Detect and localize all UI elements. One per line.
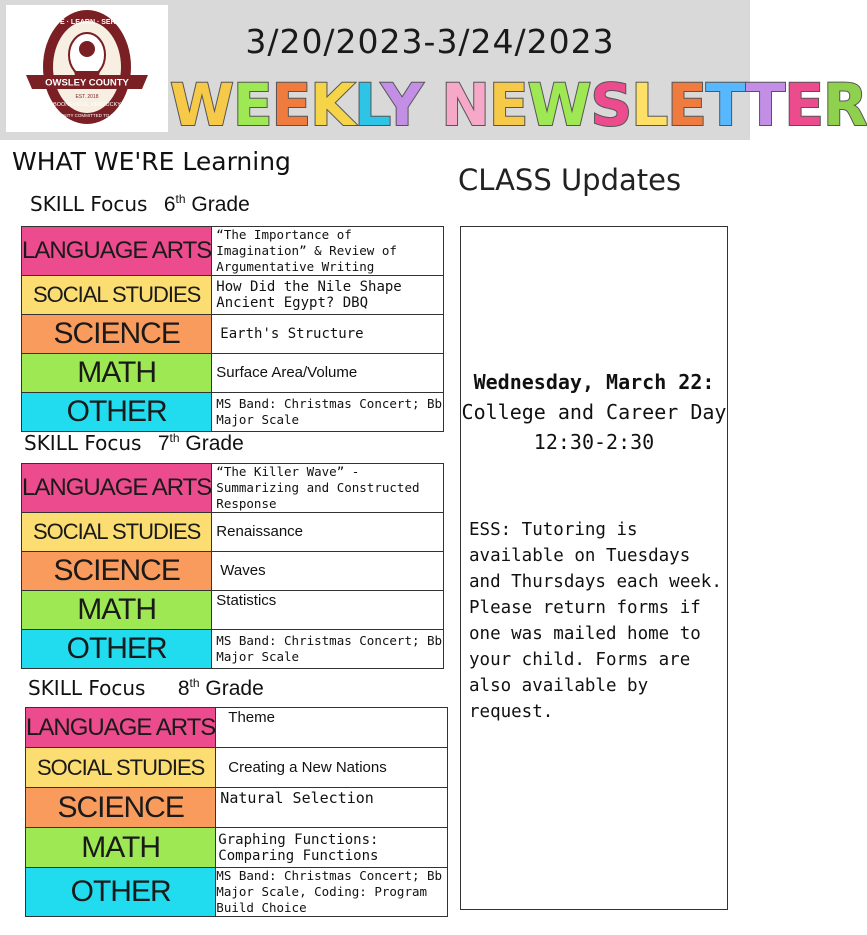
subject-math: MATH [22, 354, 212, 393]
event-time: 12:30-2:30 [533, 430, 655, 454]
event-date: Wednesday, March 22: [473, 370, 715, 394]
skill-focus-label: SKILL Focus [30, 192, 148, 216]
subject-language-arts: LANGUAGE ARTS [22, 464, 212, 513]
class-updates-heading: CLASS Updates [458, 163, 682, 197]
table-row [22, 552, 444, 591]
table-row [26, 868, 448, 917]
svg-text:EST. 2018: EST. 2018 [75, 94, 99, 100]
subject-social-studies: SOCIAL STUDIES [26, 748, 216, 788]
svg-text:BOONEVILLE, KENTUCKY: BOONEVILLE, KENTUCKY [53, 102, 121, 108]
grade7-table [21, 463, 444, 669]
topic-cell: “The Killer Wave” - Summarizing and Constructed Response [212, 464, 444, 513]
skill-focus-label: SKILL Focus [24, 431, 142, 455]
topic-cell: Earth's Structure [212, 315, 444, 354]
grade-label-7th: 7th Grade [157, 431, 244, 455]
table-row [26, 828, 448, 868]
table-row [26, 788, 448, 828]
learning-heading: WHAT WE'RE Learning [12, 147, 291, 176]
topic-cell: MS Band: Christmas Concert; Bb Major Scale [212, 393, 444, 432]
subject-science: SCIENCE [22, 315, 212, 354]
table-row [22, 630, 444, 669]
table-row [22, 513, 444, 552]
topic-cell: Statistics [212, 591, 444, 630]
topic-cell: Graphing Functions: Comparing Functions [216, 828, 448, 868]
topic-cell: MS Band: Christmas Concert; Bb Major Scale [212, 630, 444, 669]
subject-science: SCIENCE [22, 552, 212, 591]
topic-cell: Natural Selection [216, 788, 448, 828]
date-range: 3/20/2023-3/24/2023 [245, 22, 615, 61]
subject-social-studies: SOCIAL STUDIES [22, 276, 212, 315]
svg-text:OWSLEY COUNTY: OWSLEY COUNTY [45, 77, 129, 89]
newsletter-title: WEEKLY NEWSLETTER [170, 71, 867, 139]
table-row [22, 315, 444, 354]
topic-cell: Surface Area/Volume [212, 354, 444, 393]
table-row [22, 227, 444, 276]
table-row [22, 393, 444, 432]
school-logo [6, 5, 168, 132]
grade6-table [21, 226, 444, 432]
class-updates-box [460, 226, 728, 910]
skill-focus-8th [28, 676, 264, 701]
subject-other: OTHER [22, 630, 212, 669]
table-row [26, 708, 448, 748]
topic-cell: Creating a New Nations [216, 748, 448, 788]
skill-focus-7th [24, 431, 244, 456]
ess-notice: ESS: Tutoring is available on Tuesdays and Thursdays each week. Please return forms if one was mailed home to your child. Forms are also available by request. [469, 520, 722, 722]
svg-text:A COMMUNITY COMMITTED TO SUCCE: A COMMUNITY COMMITTED TO SUCCESS [41, 113, 133, 118]
svg-text:LIVE · LEARN · SERVE: LIVE · LEARN · SERVE [49, 19, 125, 26]
event-notice [461, 367, 727, 457]
topic-cell: How Did the Nile Shape Ancient Egypt? DBQ [212, 276, 444, 315]
table-row [22, 591, 444, 630]
skill-focus-label: SKILL Focus [28, 676, 146, 700]
subject-science: SCIENCE [26, 788, 216, 828]
topic-cell: “The Importance of Imagination” & Review of Argumentative Writing [212, 227, 444, 276]
topic-cell: Waves [212, 552, 444, 591]
topic-cell: Theme [216, 708, 448, 748]
subject-language-arts: LANGUAGE ARTS [26, 708, 216, 748]
table-row [22, 464, 444, 513]
grade-label-8th: 8th Grade [177, 676, 264, 700]
subject-language-arts: LANGUAGE ARTS [22, 227, 212, 276]
event-title: College and Career Day [461, 400, 727, 424]
subject-math: MATH [26, 828, 216, 868]
grade-label-6th: 6th Grade [163, 192, 250, 216]
table-row [22, 276, 444, 315]
subject-social-studies: SOCIAL STUDIES [22, 513, 212, 552]
skill-focus-6th [30, 192, 250, 217]
table-row [26, 748, 448, 788]
subject-math: MATH [22, 591, 212, 630]
subject-other: OTHER [22, 393, 212, 432]
table-row [22, 354, 444, 393]
grade8-table [25, 707, 448, 917]
topic-cell: Renaissance [212, 513, 444, 552]
topic-cell: MS Band: Christmas Concert; Bb Major Scale, Coding: Program Build Choice [216, 868, 448, 917]
subject-other: OTHER [26, 868, 216, 917]
